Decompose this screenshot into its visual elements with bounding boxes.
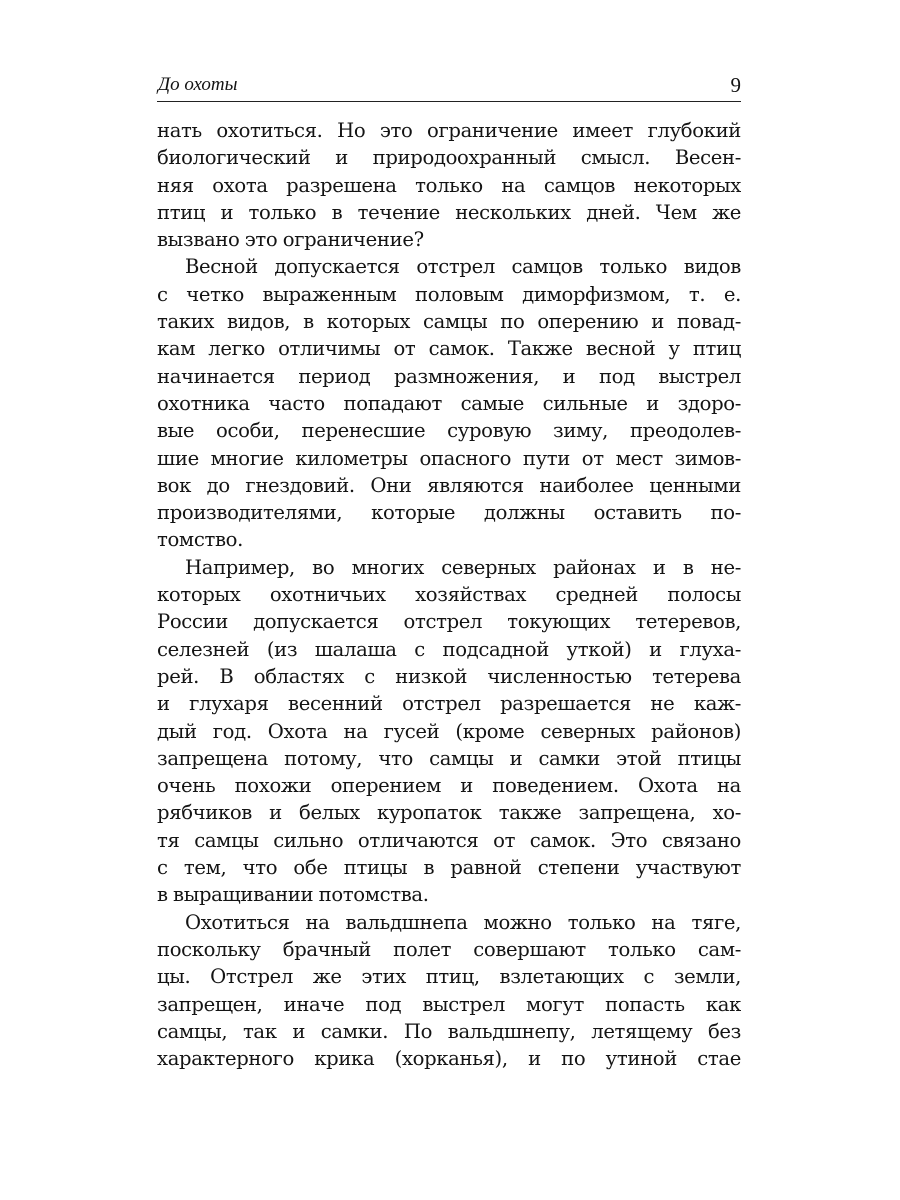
text-line: и глухаря весенний отстрел разрешается не каж-	[157, 692, 741, 716]
text-line: России допускается отстрел токующих тетеревов,	[157, 610, 741, 634]
text-line: поскольку брачный полет совершают только сам-	[157, 937, 741, 961]
text-line: очень похожи оперением и поведением. Охота на	[157, 774, 741, 798]
text-line: характерного крика (хорканья), и по утиной стае	[157, 1047, 741, 1071]
text-line: с тем, что обе птицы в равной степени участвуют	[157, 856, 741, 880]
text-line: томство.	[157, 528, 243, 552]
text-line: рябчиков и белых куропаток также запрещена, хо-	[157, 801, 741, 825]
text-line: дый год. Охота на гусей (кроме северных районов)	[157, 719, 741, 743]
text-line: вые особи, перенесшие суровую зиму, преодолев-	[157, 419, 741, 443]
text-line: селезней (из шалаша с подсадной уткой) и глуха-	[157, 637, 741, 661]
text-line: рей. В областях с низкой численностью тетерева	[157, 664, 741, 688]
running-head	[157, 70, 741, 100]
text-line: шие многие километры опасного пути от мест зимов-	[157, 446, 741, 470]
text-line: вок до гнездовий. Они являются наиболее ценными	[157, 473, 741, 497]
header-rule	[157, 101, 741, 102]
text-line: цы. Отстрел же этих птиц, взлетающих с земли,	[157, 965, 741, 989]
text-line: нать охотиться. Но это ограничение имеет глубокий	[157, 119, 741, 142]
text-line: охотника часто попадают самые сильные и здоро-	[157, 391, 741, 415]
text-line: начинается период размножения, и под выстрел	[157, 364, 741, 388]
text-line: Весной допускается отстрел самцов только видов	[185, 255, 741, 279]
text-line: кам легко отличимы от самок. Также весной у птиц	[157, 337, 741, 361]
text-line: самцы, так и самки. По вальдшнепу, летящему без	[157, 1019, 741, 1043]
text-line: запрещен, иначе под выстрел могут попасть как	[157, 992, 741, 1016]
section-title: До охоты	[158, 74, 238, 95]
text-line: Например, во многих северных районах и в не-	[185, 555, 741, 579]
body-text	[157, 117, 741, 1072]
text-line: которых охотничьих хозяйствах средней полосы	[157, 583, 741, 607]
text-line: тя самцы сильно отличаются от самок. Это связано	[157, 828, 741, 852]
page-number: 9	[730, 73, 741, 97]
text-line: в выращивании потомства.	[157, 883, 429, 907]
text-line: Охотиться на вальдшнепа можно только на тяге,	[185, 910, 741, 934]
text-line: с четко выраженным половым диморфизмом, т. е.	[157, 282, 741, 306]
book-page	[157, 0, 741, 1200]
text-line: биологический и природоохранный смысл. Весен-	[157, 146, 741, 170]
text-line: вызвано это ограничение?	[157, 228, 424, 252]
text-line: птиц и только в течение нескольких дней. Чем же	[157, 200, 741, 224]
text-line: няя охота разрешена только на самцов некоторых	[157, 173, 741, 197]
text-line: таких видов, в которых самцы по оперению и повад-	[157, 310, 741, 334]
text-line: производителями, которые должны оставить по-	[157, 501, 741, 525]
text-line: запрещена потому, что самцы и самки этой птицы	[157, 746, 741, 770]
